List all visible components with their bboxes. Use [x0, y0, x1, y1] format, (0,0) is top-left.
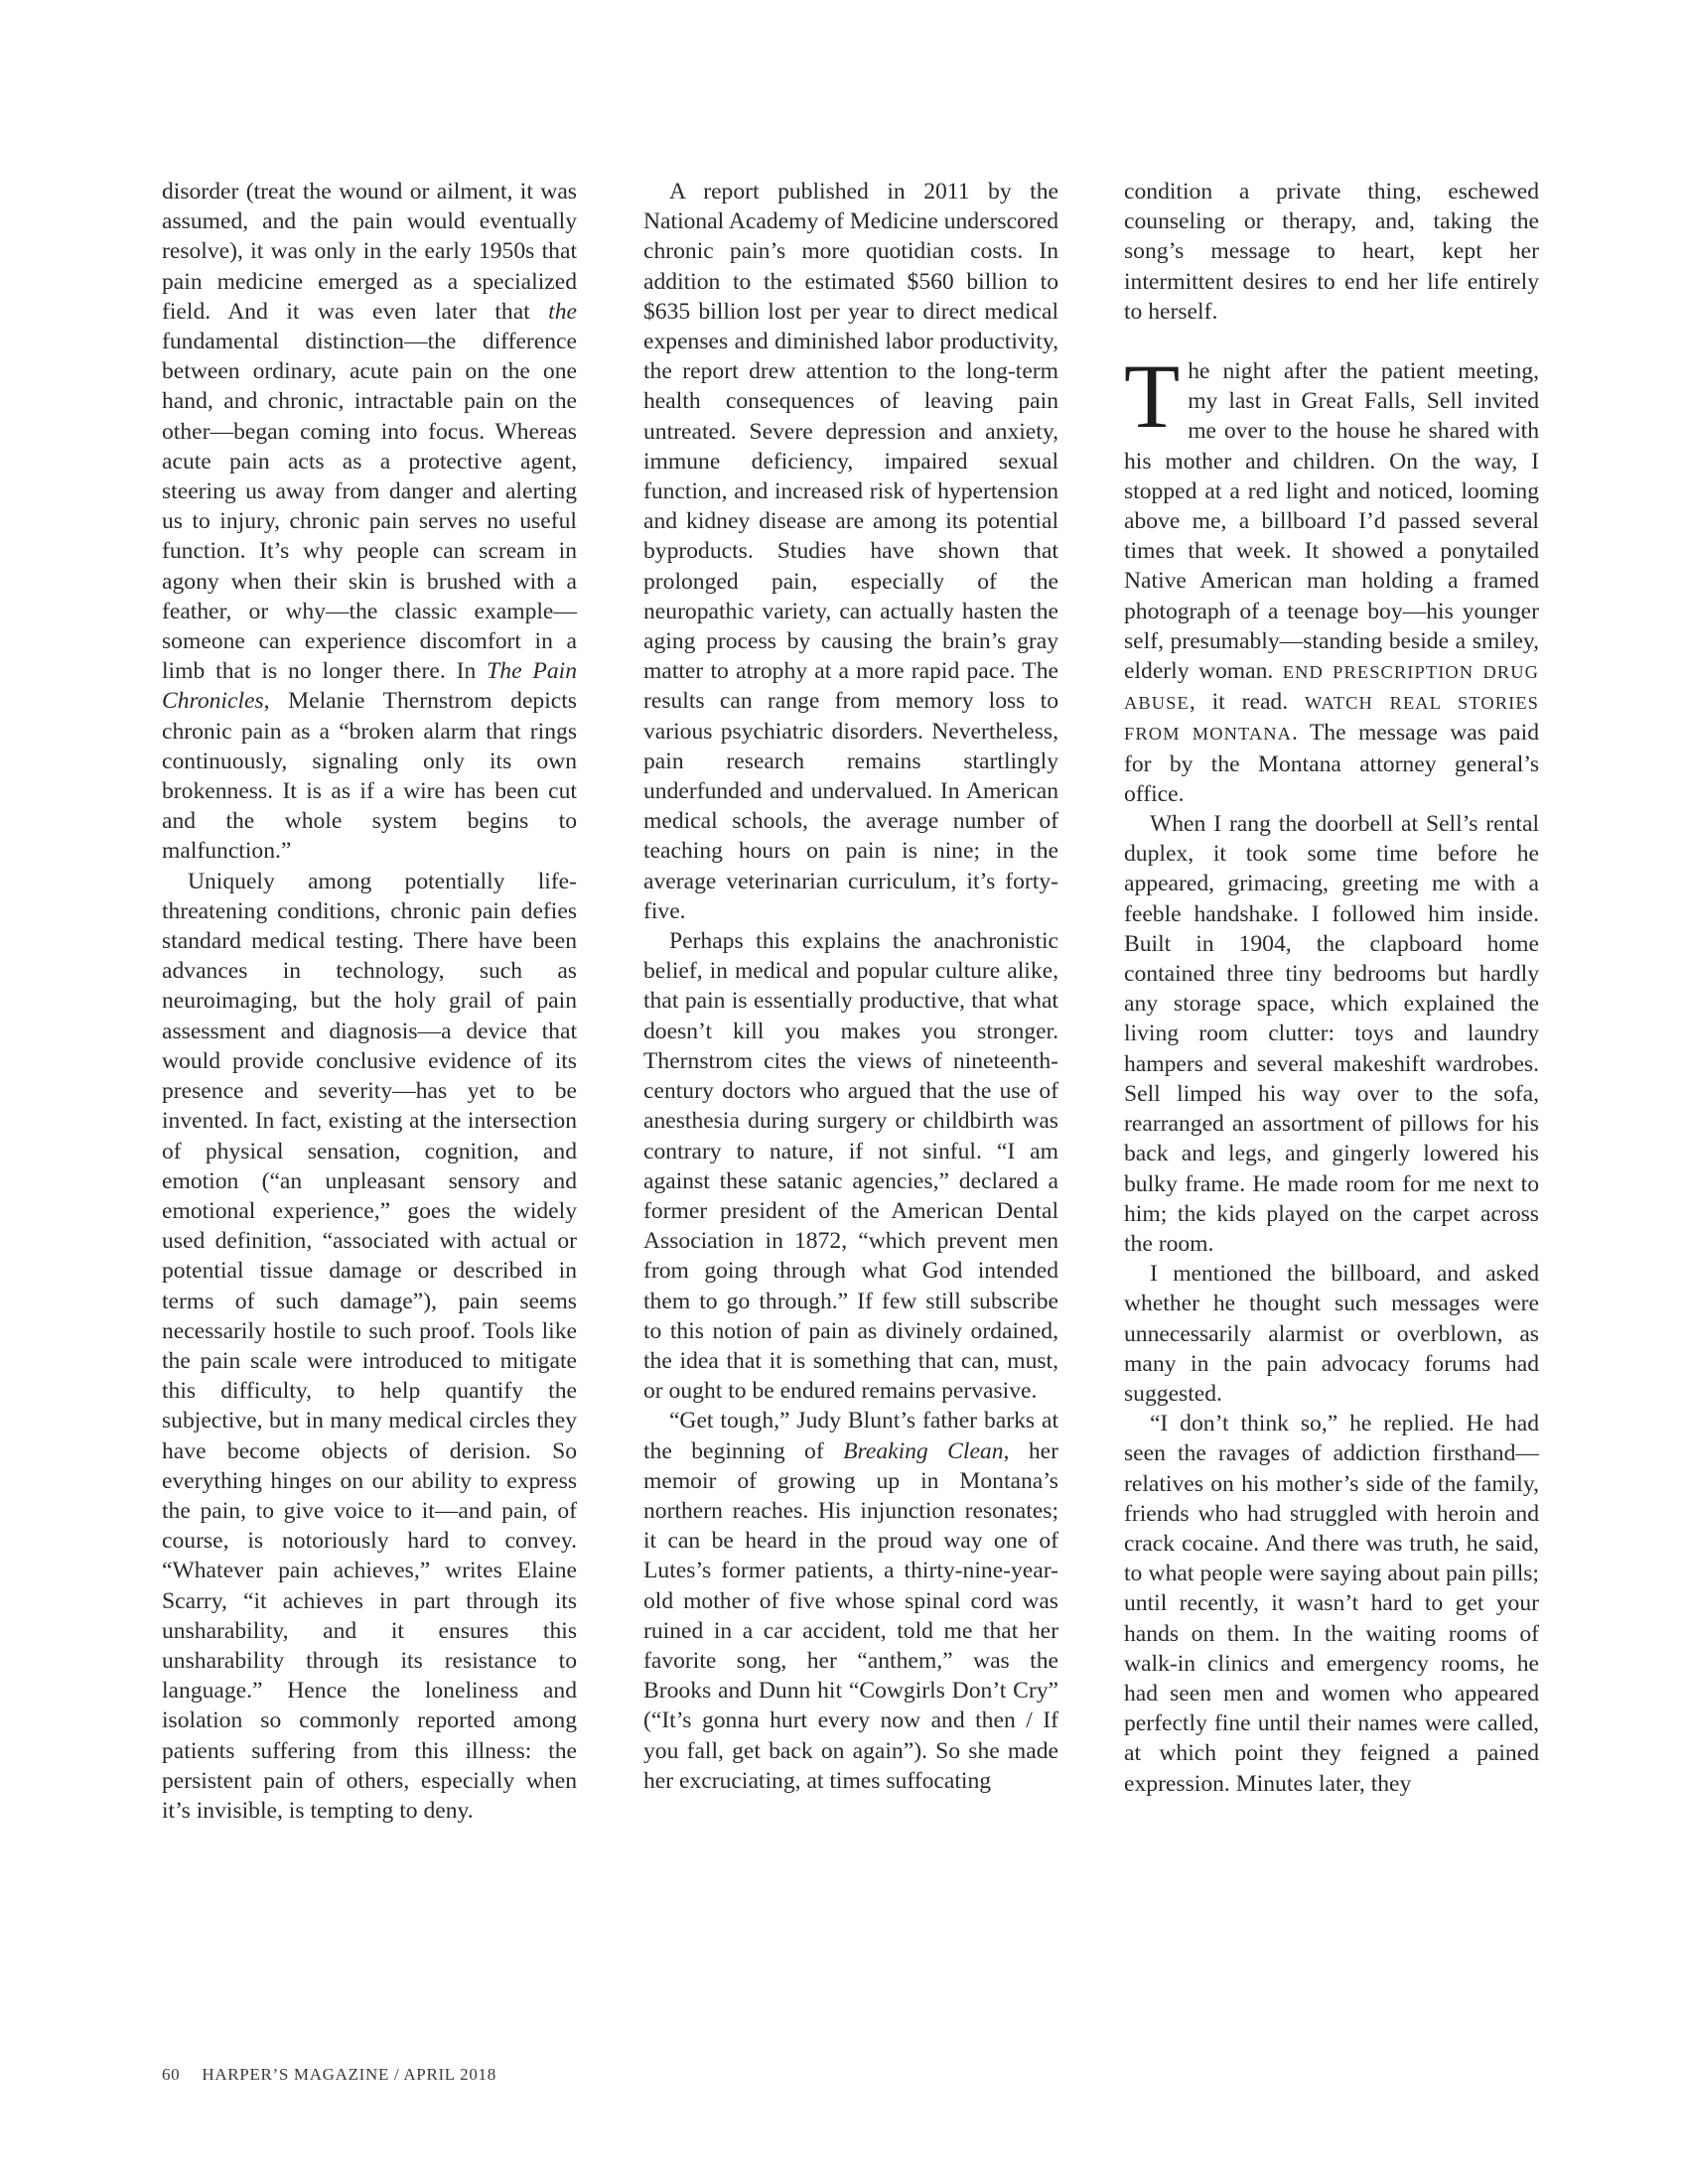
paragraph: “I don’t think so,” he replied. He had seen the ravages of addiction firsthand—relatives on his mother’s side of the family, friends who had struggled with heroin and crack cocaine. And there was truth, he said, to what people were saying about pain pills; until recently, it wasn’t hard to get your hands on them. In the waiting rooms of walk-in clinics and emergency rooms, he had seen men and women who appeared perfectly fine until their names were called, at which point they feigned a pained expression. Minutes later, they: [1124, 1411, 1539, 1797]
book-title: Breaking Clean: [843, 1437, 1004, 1464]
article-column-1: [162, 177, 577, 1826]
paragraph: I mentioned the billboard, and asked whether he thought such messages were unnecessarily alarmist or overblown, as many in the pain advocacy forums had suggested.: [1124, 1261, 1539, 1407]
article-column-3: [1124, 177, 1539, 1799]
billboard-text: END PRESCRIPTION DRUG ABUSE: [1124, 662, 1539, 714]
paragraph: disorder (treat the wound or ailment, it was assumed, and the pain would eventually resolve), it was only in the early 1950s that pain medicine emerged as a specialized field. And it was even later that the fundamental distinction—the difference between ordinary, acute pain on the one hand, and chronic, intractable pain on the other—began coming into focus. Whereas acute pain acts as a protective agent, steering us away from danger and alerting us to injury, chronic pain serves no useful function. It’s why people can scream in agony when their skin is brushed with a feather, or why—the classic example—someone can experience discomfort in a limb that is no longer there. In The Pain Chronicles, Melanie Thernstrom depicts chronic pain as a “broken alarm that rings continuously, signaling only its own brokenness. It is as if a wire has been cut and the whole system begins to malfunction.”: [162, 179, 577, 865]
page-footer: [162, 2065, 496, 2085]
section-start-paragraph: The night after the patient meeting, my last in Great Falls, Sell invited me over to the house he shared with his mother and children. On the way, I stopped at a red light and noticed, looming above me, a billboard I’d passed several times that week. It showed a ponytailed Native American man holding a framed photograph of a teenage boy—his younger self, presumably—standing beside a smiley, elderly woman. END PRESCRIPTION DRUG ABUSE, it read. WATCH REAL STORIES FROM MONTANA. The message was paid for by the Montana attorney general’s office.: [1124, 345, 1540, 807]
paragraph: Perhaps this explains the anachronistic belief, in medical and popular culture alike, that pain is essentially productive, that what doesn’t kill you makes you stronger. Thernstrom cites the views of nineteenth-century doctors who argued that the use of anesthesia during surgery or childbirth was contrary to nature, if not sinful. “I am against these satanic agencies,” declared a former president of the American Dental Association in 1872, “which prevent men from going through what God intended them to go through.” If few still subscribe to this notion of pain as divinely ordained, the idea that it is something that can, must, or ought to be endured remains pervasive.: [643, 928, 1058, 1405]
publication-line: HARPER’S MAGAZINE / APRIL 2018: [202, 2065, 496, 2084]
paragraph: A report published in 2011 by the National Academy of Medicine underscored chronic pain’s more quotidian costs. In addition to the estimated $560 billion to $635 billion lost per year to direct medical expenses and diminished labor productivity, the report drew attention to the long-term health consequences of leaving pain untreated. Severe depression and anxiety, immune deficiency, impaired sexual function, and increased risk of hypertension and kidney disease are among its potential byproducts. Studies have shown that prolonged pain, especially of the neuropathic variety, can actually hasten the aging process by causing the brain’s gray matter to atrophy at a more rapid pace. The results can range from memory loss to various psychiatric disorders. Nevertheless, pain research remains startlingly underfunded and undervalued. In American medical schools, the average number of teaching hours on pain is nine; in the average veterinarian curriculum, it’s forty-five.: [643, 179, 1058, 924]
page-number: 60: [162, 2065, 181, 2084]
paragraph: “Get tough,” Judy Blunt’s father barks at the beginning of Breaking Clean, her memoir of growing up in Montana’s northern reaches. His injunction resonates; it can be heard in the proud way one of Lutes’s former patients, a thirty-nine-year-old mother of five whose spinal cord was ruined in a car accident, told me that her favorite song, her “anthem,” was the Brooks and Dunn hit “Cowgirls Don’t Cry” (“It’s gonna hurt every now and then / If you fall, get back on again”). So she made her excruciating, at times suffocating: [643, 1408, 1058, 1794]
paragraph: When I rang the doorbell at Sell’s rental duplex, it took some time before he appeared, grimacing, greeting me with a feeble handshake. I followed him inside. Built in 1904, the clapboard home contained three tiny bedrooms but hardly any storage space, which explained the living room clutter: toys and laundry hampers and several makeshift wardrobes. Sell limped his way over to the sofa, rearranged an assortment of pillows for his back and legs, and gingerly lowered his bulky frame. He made room for me next to him; the kids played on the carpet across the room.: [1124, 811, 1539, 1257]
article-column-2: [643, 177, 1058, 1796]
paragraph: condition a private thing, eschewed counseling or therapy, and, taking the song’s message to heart, kept her intermittent desires to end her life entirely to herself.: [1124, 179, 1539, 325]
billboard-text: WATCH REAL STORIES FROM MONTANA: [1124, 693, 1540, 745]
drop-cap: T: [1124, 345, 1181, 448]
paragraph: Uniquely among potentially life-threatening conditions, chronic pain defies standard medical testing. There have been advances in technology, such as neuroimaging, but the holy grail of pain assessment and diagnosis—a device that would provide conclusive evidence of its presence and severity—has yet to be invented. In fact, existing at the intersection of physical sensation, cognition, and emotion (“an unpleasant sensory and emotional experience,” goes the widely used definition, “associated with actual or potential tissue damage or described in terms of such damage”), pain seems necessarily hostile to such proof. Tools like the pain scale were introduced to mitigate this difficulty, to help quantify the subjective, but in many medical circles they have become objects of derision. So everything hinges on our ability to express the pain, to give voice to it—and pain, of course, is notoriously hard to convey. “Whatever pain achieves,” writes Elaine Scarry, “it achieves in part through its unsharability, and it ensures this unsharability through its resistance to language.” Hence the loneliness and isolation so commonly reported among patients suffering from this illness: the persistent pain of others, especially when it’s invisible, is tempting to deny.: [162, 868, 577, 1824]
book-title: The Pain Chronicles: [162, 658, 577, 715]
